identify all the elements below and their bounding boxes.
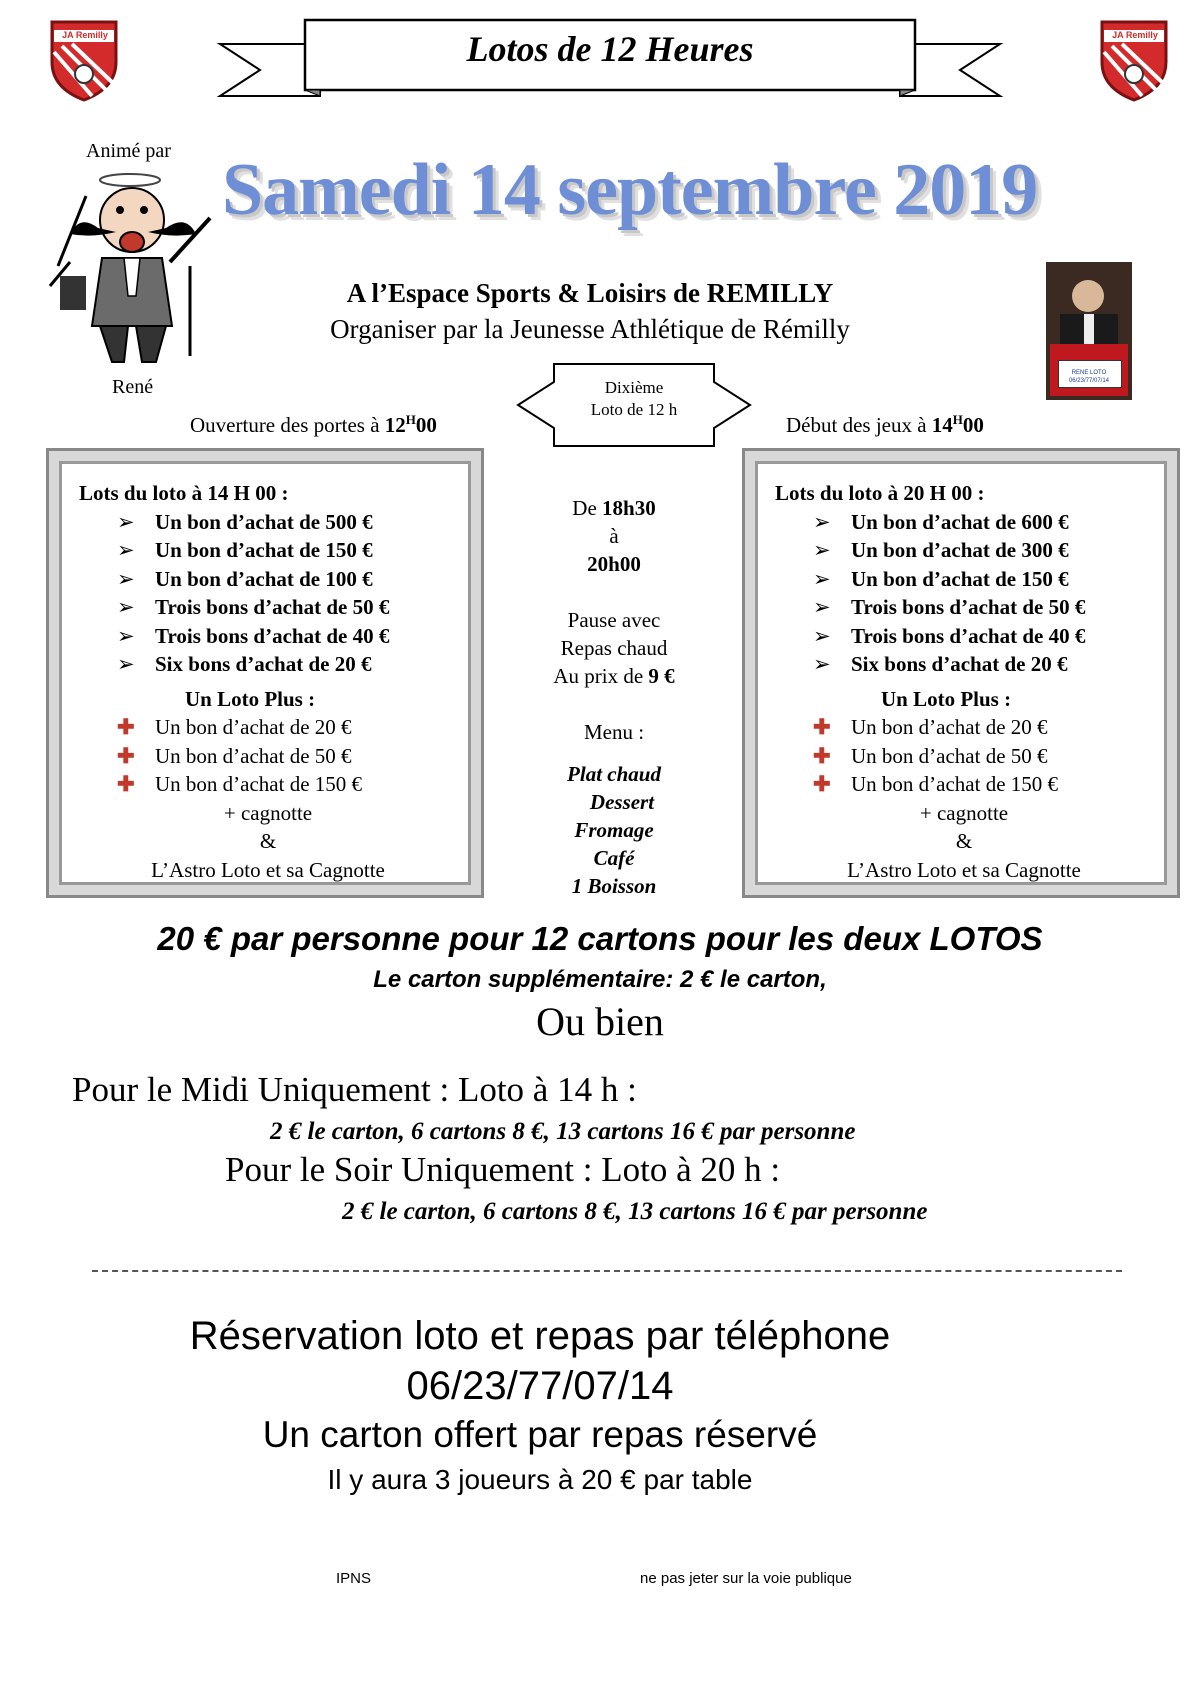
afternoon-plus-title: Un Loto Plus : <box>185 686 316 711</box>
afternoon-lot-label: Six bons d’achat de 20 € <box>155 652 372 676</box>
evening-astro: L’Astro Loto et sa Cagnotte <box>847 857 1081 882</box>
evening-lot-item <box>771 593 1157 622</box>
evening-amp: & <box>955 829 973 853</box>
afternoon-cagnotte: + cagnotte <box>223 800 313 825</box>
pricing-soir-price: 2 € le carton, 6 cartons 8 €, 13 cartons 16 € par personne <box>342 1198 928 1225</box>
games-label: Début des jeux à <box>786 413 932 437</box>
badge-line-2: Loto de 12 h <box>590 400 678 419</box>
afternoon-lot-item <box>75 508 461 537</box>
animated-by-label: Animé par <box>86 140 171 162</box>
afternoon-plus-item <box>75 742 461 771</box>
arrow-bullet-icon: ➢ <box>117 652 135 676</box>
evening-plus-item <box>771 770 1157 799</box>
doors-h: H <box>405 412 416 427</box>
arrow-bullet-icon: ➢ <box>813 623 831 648</box>
afternoon-lot-item <box>75 593 461 622</box>
meal-time-to: 20h00 <box>587 552 641 576</box>
afternoon-plus-item <box>75 770 461 799</box>
meal-price-prefix: Au prix de <box>553 664 649 688</box>
cross-bullet-icon: ✚ <box>117 715 135 739</box>
cross-bullet-icon: ✚ <box>117 743 135 768</box>
arrow-bullet-icon: ➢ <box>813 652 831 676</box>
reservation-line-4: Il y aura 3 joueurs à 20 € par table <box>327 1464 753 1495</box>
banner-title: Lotos de 12 Heures <box>466 29 754 69</box>
arrow-bullet-icon: ➢ <box>117 509 135 534</box>
evening-lots-title: Lots du loto à 20 H 00 : <box>775 481 985 505</box>
afternoon-plus-label: Un bon d’achat de 20 € <box>155 715 352 739</box>
afternoon-plus-item <box>75 713 461 742</box>
afternoon-lot-item <box>75 650 461 679</box>
pricing-midi-price: 2 € le carton, 6 cartons 8 €, 13 cartons 16 € par personne <box>270 1118 856 1145</box>
doors-opening <box>190 412 437 438</box>
evening-lot-label: Un bon d’achat de 600 € <box>851 509 1069 534</box>
arrow-bullet-icon: ➢ <box>117 566 135 591</box>
arrow-bullet-icon: ➢ <box>117 538 135 562</box>
afternoon-astro: L’Astro Loto et sa Cagnotte <box>151 857 385 882</box>
meal-price: 9 € <box>648 664 675 688</box>
afternoon-lot-label: Un bon d’achat de 100 € <box>155 566 373 591</box>
arrow-bullet-icon: ➢ <box>813 538 831 562</box>
cross-bullet-icon: ✚ <box>117 772 135 796</box>
afternoon-lot-item <box>75 536 461 565</box>
games-start <box>786 412 984 438</box>
meal-info <box>504 494 724 900</box>
evening-lot-label: Un bon d’achat de 150 € <box>851 566 1069 591</box>
meal-time-from <box>504 494 724 522</box>
evening-plus-label: Un bon d’achat de 50 € <box>851 743 1048 768</box>
menu-item: Café <box>593 846 635 870</box>
cross-bullet-icon: ✚ <box>813 743 831 768</box>
afternoon-amp: & <box>259 829 277 853</box>
reservation-line-1: Réservation loto et repas par téléphone <box>189 1314 891 1358</box>
evening-lots-box <box>742 448 1180 898</box>
dashed-divider <box>92 1270 1122 1272</box>
club-logo-text-right: JA Remilly <box>1112 30 1158 40</box>
evening-lot-item <box>771 565 1157 594</box>
pricing-midi: Pour le Midi Uniquement : Loto à 14 h : <box>72 1070 637 1109</box>
evening-lot-label: Six bons d’achat de 20 € <box>851 652 1068 676</box>
menu-item: 1 Boisson <box>571 874 657 898</box>
mc-name: René <box>112 376 154 398</box>
arrow-bullet-icon: ➢ <box>813 509 831 534</box>
arrow-bullet-icon: ➢ <box>117 623 135 648</box>
doors-label: Ouverture des portes à <box>190 413 385 437</box>
evening-cagnotte: + cagnotte <box>919 800 1009 825</box>
menu-label: Menu : <box>583 720 645 744</box>
evening-plus-item <box>771 713 1157 742</box>
mc-cartoon-image <box>40 166 230 366</box>
afternoon-lot-label: Un bon d’achat de 150 € <box>155 538 373 562</box>
pricing-main: 20 € par personne pour 12 cartons pour les deux LOTOS <box>157 920 1043 957</box>
evening-lot-label: Trois bons d’achat de 40 € <box>851 623 1086 648</box>
afternoon-lots-title: Lots du loto à 14 H 00 : <box>79 481 289 505</box>
evening-plus-label: Un bon d’achat de 20 € <box>851 715 1048 739</box>
evening-lot-label: Un bon d’achat de 300 € <box>851 538 1069 562</box>
arrow-bullet-icon: ➢ <box>813 595 831 619</box>
cross-bullet-icon: ✚ <box>813 772 831 796</box>
doors-hour: 12 <box>384 413 406 437</box>
event-date: Samedi 14 septembre 2019 <box>222 149 1038 231</box>
arrow-bullet-icon: ➢ <box>813 566 831 591</box>
meal-pause-2: Repas chaud <box>560 636 668 660</box>
games-hour: 14 <box>931 413 953 437</box>
afternoon-plus-label: Un bon d’achat de 50 € <box>155 743 352 768</box>
afternoon-lot-label: Trois bons d’achat de 50 € <box>155 595 390 619</box>
games-h: H <box>952 412 963 427</box>
evening-lot-item <box>771 508 1157 537</box>
meal-price-line <box>504 662 724 690</box>
evening-plus-title: Un Loto Plus : <box>881 686 1012 711</box>
menu-item: Plat chaud <box>567 762 661 786</box>
pricing-or: Ou bien <box>536 999 664 1044</box>
footer-notice: ne pas jeter sur la voie publique <box>640 1570 852 1587</box>
club-logo-text-left: JA Remilly <box>62 30 108 40</box>
afternoon-lot-item <box>75 565 461 594</box>
footer-ipns: IPNS <box>336 1570 372 1587</box>
cross-bullet-icon: ✚ <box>813 715 831 739</box>
event-organizer: Organiser par la Jeunesse Athlétique de Rémilly <box>330 314 850 344</box>
event-place: A l’Espace Sports & Loisirs de REMILLY <box>346 278 834 308</box>
menu-item: Dessert <box>589 790 655 814</box>
evening-lot-label: Trois bons d’achat de 50 € <box>851 595 1086 619</box>
afternoon-lot-label: Un bon d’achat de 500 € <box>155 509 373 534</box>
meal-pause-1: Pause avec <box>567 608 661 632</box>
evening-lot-item <box>771 622 1157 651</box>
pricing-extra: Le carton supplémentaire: 2 € le carton, <box>373 966 827 993</box>
pricing-soir: Pour le Soir Uniquement : Loto à 20 h : <box>225 1150 781 1189</box>
menu-item: Fromage <box>574 818 654 842</box>
evening-lot-item <box>771 536 1157 565</box>
evening-plus-item <box>771 742 1157 771</box>
meal-time-a: à <box>609 524 619 548</box>
arrow-bullet-icon: ➢ <box>117 595 135 619</box>
meal-from-time: 18h30 <box>602 496 656 520</box>
meal-from-prefix: De <box>572 496 603 520</box>
photo-caption-name: RENE LOTO <box>1071 370 1107 376</box>
reservation-phone: 06/23/77/07/14 <box>406 1364 674 1408</box>
badge-line-1: Dixième <box>604 378 664 397</box>
afternoon-lots-box <box>46 448 484 898</box>
doors-minutes: 00 <box>415 413 437 437</box>
afternoon-lot-item <box>75 622 461 651</box>
afternoon-lot-label: Trois bons d’achat de 40 € <box>155 623 390 648</box>
evening-lot-item <box>771 650 1157 679</box>
evening-plus-label: Un bon d’achat de 150 € <box>851 772 1059 796</box>
reservation-line-3: Un carton offert par repas réservé <box>262 1414 818 1455</box>
photo-caption-phone: 06/23/77/07/14 <box>1068 378 1110 384</box>
games-minutes: 00 <box>962 413 984 437</box>
afternoon-plus-label: Un bon d’achat de 150 € <box>155 772 363 796</box>
